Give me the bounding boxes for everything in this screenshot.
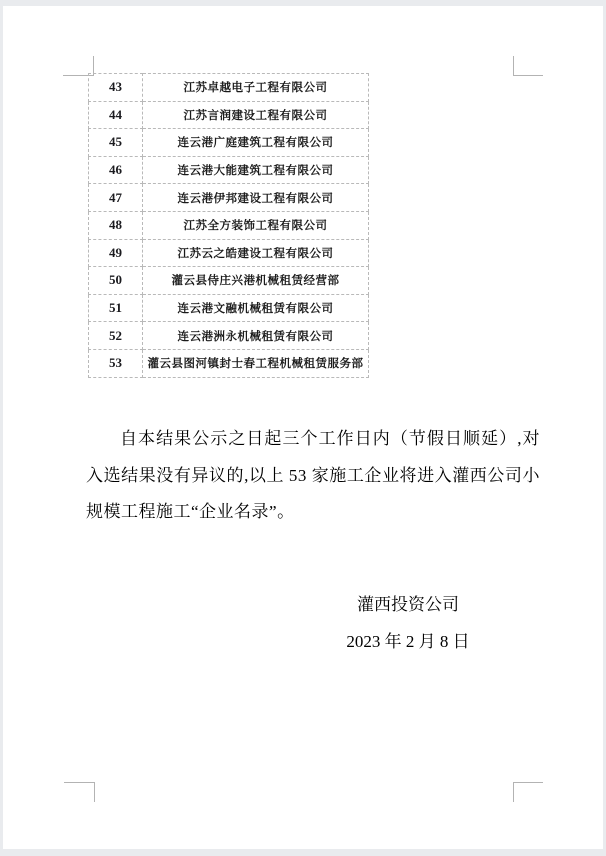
row-number: 43 (89, 74, 143, 102)
company-name: 江苏云之皓建设工程有限公司 (143, 239, 369, 267)
row-number: 45 (89, 129, 143, 157)
table-row (89, 74, 369, 102)
table-row (89, 349, 369, 377)
signature-date: 2023 年 2 月 8 日 (346, 632, 470, 651)
signature-block (243, 586, 573, 660)
row-number: 44 (89, 101, 143, 129)
signature-company: 灌西投资公司 (357, 595, 459, 614)
company-table (88, 73, 369, 378)
table-row (89, 184, 369, 212)
company-name: 灌云县图河镇封士春工程机械租赁服务部 (143, 349, 369, 377)
company-name: 江苏卓越电子工程有限公司 (143, 74, 369, 102)
company-name: 连云港伊邦建设工程有限公司 (143, 184, 369, 212)
row-number: 47 (89, 184, 143, 212)
row-number: 46 (89, 156, 143, 184)
company-name: 江苏全方装饰工程有限公司 (143, 211, 369, 239)
document-page (3, 6, 603, 849)
table-row (89, 129, 369, 157)
table-row (89, 101, 369, 129)
company-name: 江苏言润建设工程有限公司 (143, 101, 369, 129)
row-number: 48 (89, 211, 143, 239)
row-number: 51 (89, 294, 143, 322)
announcement-paragraph: 自本结果公示之日起三个工作日内（节假日顺延）,对入选结果没有异议的,以上 53 家施工企业将进入灌西公司小规模工程施工“企业名录”。 (86, 429, 540, 521)
row-number: 53 (89, 349, 143, 377)
company-name: 灌云县侍庄兴港机械租赁经营部 (143, 267, 369, 295)
table-row (89, 239, 369, 267)
row-number: 52 (89, 322, 143, 350)
table-row (89, 267, 369, 295)
company-name: 连云港洲永机械租赁有限公司 (143, 322, 369, 350)
table-row (89, 211, 369, 239)
row-number: 49 (89, 239, 143, 267)
company-name: 连云港文融机械租赁有限公司 (143, 294, 369, 322)
table-row (89, 322, 369, 350)
table-row (89, 294, 369, 322)
row-number: 50 (89, 267, 143, 295)
company-name: 连云港大能建筑工程有限公司 (143, 156, 369, 184)
table-row (89, 156, 369, 184)
company-name: 连云港广庭建筑工程有限公司 (143, 129, 369, 157)
